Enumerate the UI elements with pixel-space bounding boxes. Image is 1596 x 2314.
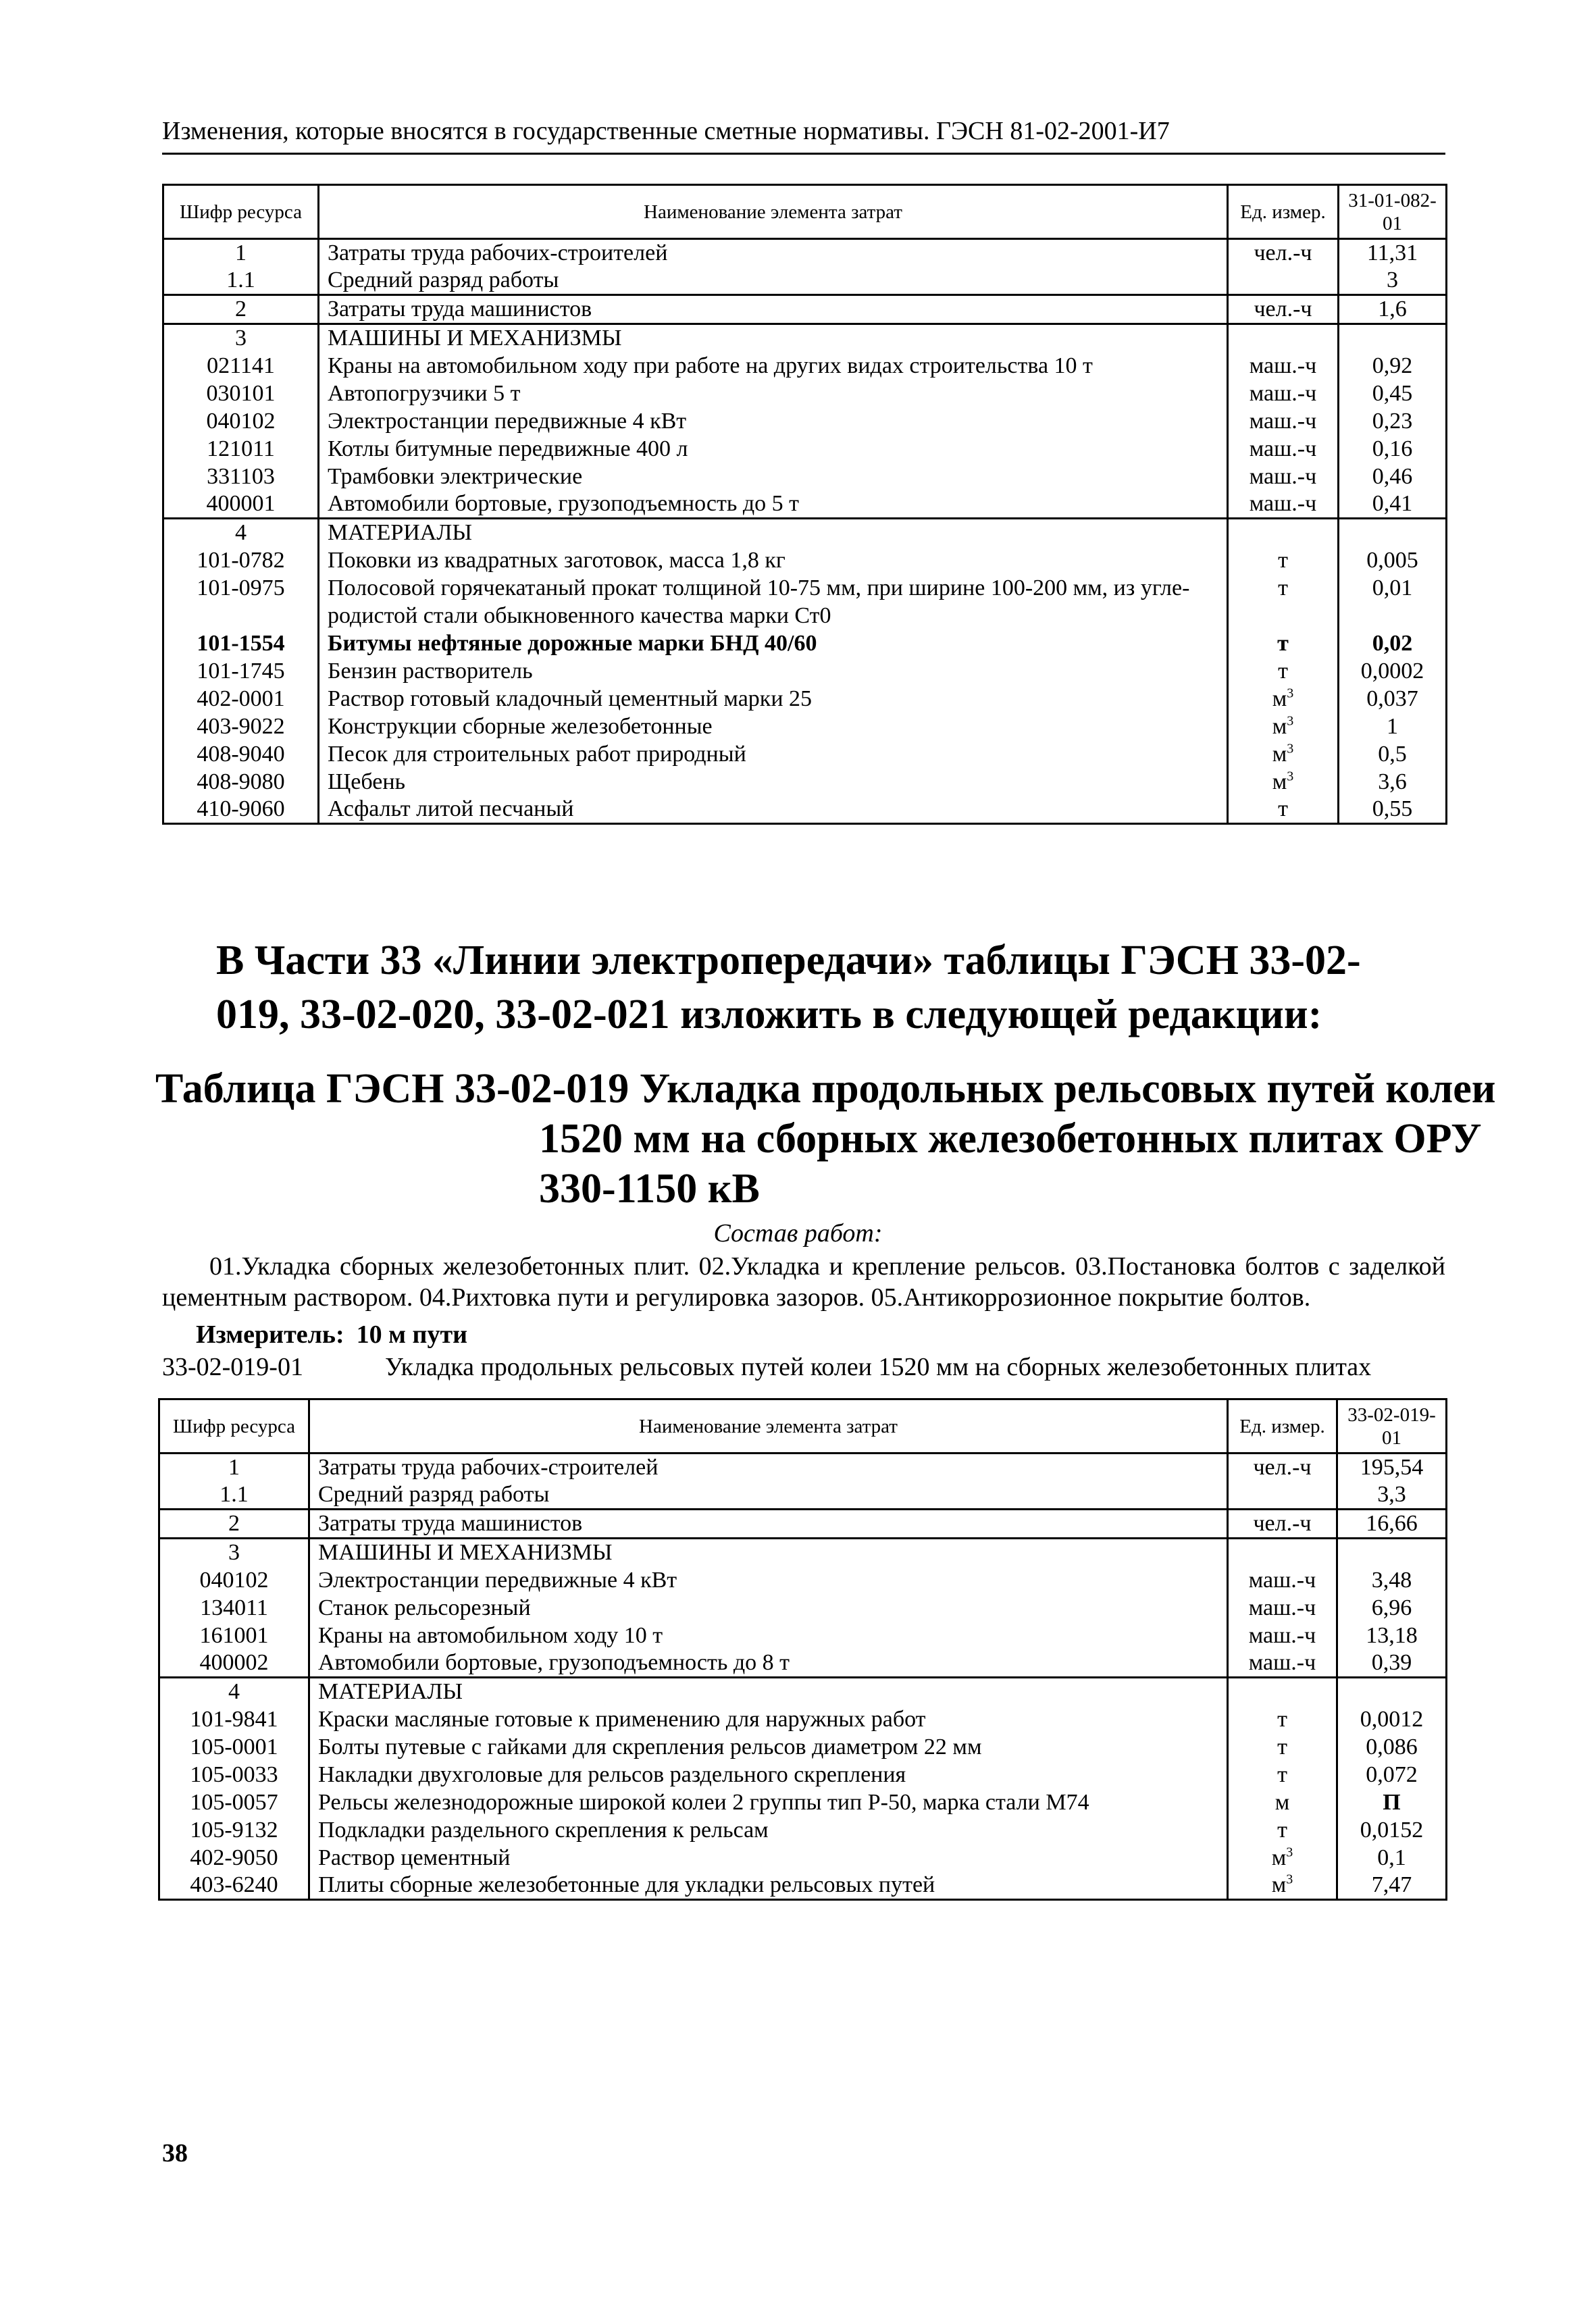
table-row xyxy=(159,1510,1447,1539)
table-row xyxy=(163,352,1447,380)
header-name: Наименование элемента затрат xyxy=(309,1399,1228,1454)
cell-value: 11,31 xyxy=(1339,239,1447,267)
cell-name: Котлы битумные передвижные 400 л xyxy=(319,435,1228,463)
cell-name: Трамбовки электрические xyxy=(319,463,1228,490)
table-row xyxy=(163,768,1447,796)
cell-value: 0,0012 xyxy=(1337,1705,1447,1733)
cell-code: 403-9022 xyxy=(163,713,319,740)
cell-unit xyxy=(1228,324,1339,353)
table-row xyxy=(163,490,1447,519)
cell-code: 2 xyxy=(163,295,319,324)
table-row xyxy=(159,1705,1447,1733)
cell-code: 4 xyxy=(159,1678,309,1706)
cell-unit xyxy=(1228,768,1339,796)
meter-label: Измеритель: xyxy=(196,1320,344,1349)
cell-name: МАТЕРИАЛЫ xyxy=(319,519,1228,547)
cell-value: 0,46 xyxy=(1339,463,1447,490)
table-row xyxy=(159,1649,1447,1678)
cell-value: 1,6 xyxy=(1339,295,1447,324)
cell-unit xyxy=(1228,1539,1337,1567)
cell-name: Средний разряд работы xyxy=(309,1481,1228,1510)
table-row xyxy=(163,546,1447,574)
cell-name: Автопогрузчики 5 т xyxy=(319,380,1228,407)
cell-value: 3,3 xyxy=(1337,1481,1447,1510)
cell-name: Конструкции сборные железобетонные xyxy=(319,713,1228,740)
cell-unit: чел.-ч xyxy=(1228,1510,1337,1539)
header-unit: Ед. измер. xyxy=(1228,1399,1337,1454)
cell-code: 040102 xyxy=(163,407,319,435)
unit-exponent: 3 xyxy=(1287,741,1294,756)
cell-code: 121011 xyxy=(163,435,319,463)
cell-code: 105-0033 xyxy=(159,1761,309,1789)
cell-unit: маш.-ч xyxy=(1228,380,1339,407)
cell-code: 101-0782 xyxy=(163,546,319,574)
cell-code: 1.1 xyxy=(159,1481,309,1510)
cell-unit: маш.-ч xyxy=(1228,435,1339,463)
cell-unit: чел.-ч xyxy=(1228,1454,1337,1482)
cell-value: 7,47 xyxy=(1337,1872,1447,1900)
table-row xyxy=(163,435,1447,463)
cell-name: Затраты труда машинистов xyxy=(319,295,1228,324)
cell-code: 408-9080 xyxy=(163,768,319,796)
table-row xyxy=(159,1566,1447,1594)
cell-code: 105-0001 xyxy=(159,1733,309,1761)
cell-name: Станок рельсорезный xyxy=(309,1594,1228,1622)
table-title-line-1: Таблица ГЭСН 33-02-019 Укладка продольных рельсовых путей колеи xyxy=(155,1066,1496,1112)
cell-unit xyxy=(1228,713,1339,740)
cell-value: 3,48 xyxy=(1337,1566,1447,1594)
cell-unit: маш.-ч xyxy=(1228,407,1339,435)
cell-unit: т xyxy=(1228,629,1339,657)
table-row xyxy=(163,574,1447,602)
cell-value xyxy=(1337,1539,1447,1567)
cell-code: 402-0001 xyxy=(163,685,319,713)
cell-code: 3 xyxy=(163,324,319,353)
subtable-caption xyxy=(162,1352,1371,1382)
cell-unit: м xyxy=(1228,1789,1337,1816)
header-norm-column: 33-02-019-01 xyxy=(1337,1399,1447,1454)
header-name: Наименование элемента затрат xyxy=(319,185,1228,239)
cell-code: 101-1745 xyxy=(163,657,319,685)
table1-body xyxy=(163,239,1447,824)
subtable-title: Укладка продольных рельсовых путей колеи 1520 мм на сборных железобетонных плитах xyxy=(385,1353,1372,1381)
table-row xyxy=(163,519,1447,547)
cell-code: 331103 xyxy=(163,463,319,490)
unit-text: м xyxy=(1272,686,1287,711)
cell-unit xyxy=(1228,1481,1337,1510)
table-row xyxy=(159,1454,1447,1482)
table-row xyxy=(163,629,1447,657)
cell-value: 0,45 xyxy=(1339,380,1447,407)
cell-name: Подкладки раздельного скрепления к рельсам xyxy=(309,1816,1228,1844)
cell-unit: маш.-ч xyxy=(1228,1594,1337,1622)
cell-code: 1 xyxy=(159,1454,309,1482)
cell-name: МАТЕРИАЛЫ xyxy=(309,1678,1228,1706)
cell-unit: маш.-ч xyxy=(1228,1566,1337,1594)
header-norm-column: 31-01-082-01 xyxy=(1339,185,1447,239)
cell-unit: маш.-ч xyxy=(1228,463,1339,490)
cell-value: 6,96 xyxy=(1337,1594,1447,1622)
cell-value: 0,41 xyxy=(1339,490,1447,519)
cell-code: 105-9132 xyxy=(159,1816,309,1844)
cell-unit xyxy=(1228,740,1339,768)
cell-value: 0,005 xyxy=(1339,546,1447,574)
cell-code: 030101 xyxy=(163,380,319,407)
cell-unit xyxy=(1228,1844,1337,1872)
cell-value: 0,02 xyxy=(1339,629,1447,657)
cell-value: 3,6 xyxy=(1339,768,1447,796)
cell-code: 2 xyxy=(159,1510,309,1539)
cell-value: П xyxy=(1337,1789,1447,1816)
cell-name: Поковки из квадратных заготовок, масса 1,8 кг xyxy=(319,546,1228,574)
table-row xyxy=(163,685,1447,713)
running-header: Изменения, которые вносятся в государственные сметные нормативы. ГЭСН 81-02-2001-И7 xyxy=(162,117,1170,145)
table-row xyxy=(159,1733,1447,1761)
cell-value xyxy=(1337,1678,1447,1706)
cell-unit: т xyxy=(1228,796,1339,824)
cell-value: 0,92 xyxy=(1339,352,1447,380)
cell-unit: маш.-ч xyxy=(1228,1649,1337,1678)
cell-code: 161001 xyxy=(159,1622,309,1649)
cell-value: 0,0152 xyxy=(1337,1816,1447,1844)
cell-value: 0,072 xyxy=(1337,1761,1447,1789)
table-row xyxy=(159,1678,1447,1706)
cell-name: Песок для строительных работ природный xyxy=(319,740,1228,768)
cell-name: Плиты сборные железобетонные для укладки рельсовых путей xyxy=(309,1872,1228,1900)
table-title-line-3: 330-1150 кВ xyxy=(539,1166,760,1212)
table-row xyxy=(159,1816,1447,1844)
unit-text: м xyxy=(1272,741,1287,767)
table-row xyxy=(163,463,1447,490)
cell-code: 134011 xyxy=(159,1594,309,1622)
table-row xyxy=(163,657,1447,685)
cell-code: 402-9050 xyxy=(159,1844,309,1872)
cell-name: Краны на автомобильном ходу при работе на других видах строительства 10 т xyxy=(319,352,1228,380)
table-row xyxy=(163,239,1447,267)
cell-name: Рельсы железнодорожные широкой колеи 2 группы тип Р-50, марка стали М74 xyxy=(309,1789,1228,1816)
table-row xyxy=(163,740,1447,768)
composition-label: Состав работ: xyxy=(713,1219,883,1248)
cell-unit: т xyxy=(1228,574,1339,602)
cell-name: Раствор готовый кладочный цементный марки 25 xyxy=(319,685,1228,713)
unit-text: м xyxy=(1272,713,1287,739)
cell-code: 101-9841 xyxy=(159,1705,309,1733)
cell-value: 0,01 xyxy=(1339,574,1447,602)
cell-name: Краны на автомобильном ходу 10 т xyxy=(309,1622,1228,1649)
cell-name: Затраты труда рабочих-строителей xyxy=(319,239,1228,267)
cell-value: 13,18 xyxy=(1337,1622,1447,1649)
cell-code: 400002 xyxy=(159,1649,309,1678)
cell-name: Щебень xyxy=(319,768,1228,796)
cell-unit xyxy=(1228,519,1339,547)
cell-value xyxy=(1339,519,1447,547)
cell-unit xyxy=(1228,1678,1337,1706)
table-row xyxy=(163,602,1447,629)
cell-code: 1.1 xyxy=(163,267,319,295)
cell-value xyxy=(1339,324,1447,353)
cell-code: 400001 xyxy=(163,490,319,519)
cell-code: 105-0057 xyxy=(159,1789,309,1816)
table-row xyxy=(159,1622,1447,1649)
cell-value: 195,54 xyxy=(1337,1454,1447,1482)
cell-code: 410-9060 xyxy=(163,796,319,824)
cell-unit: т xyxy=(1228,657,1339,685)
cell-code: 040102 xyxy=(159,1566,309,1594)
cell-value: 0,5 xyxy=(1339,740,1447,768)
cell-code: 4 xyxy=(163,519,319,547)
cell-code: 021141 xyxy=(163,352,319,380)
unit-exponent: 3 xyxy=(1287,769,1294,784)
cell-name: Бензин растворитель xyxy=(319,657,1228,685)
cell-name: Накладки двухголовые для рельсов раздельного скрепления xyxy=(309,1761,1228,1789)
cell-code: 403-6240 xyxy=(159,1872,309,1900)
cell-value xyxy=(1339,602,1447,629)
cell-name: Краски масляные готовые к применению для наружных работ xyxy=(309,1705,1228,1733)
header-code: Шифр ресурса xyxy=(163,185,319,239)
cell-name: Автомобили бортовые, грузоподъемность до 5 т xyxy=(319,490,1228,519)
cell-unit: маш.-ч xyxy=(1228,490,1339,519)
cell-name: Средний разряд работы xyxy=(319,267,1228,295)
cell-unit xyxy=(1228,1872,1337,1900)
cell-value: 0,086 xyxy=(1337,1733,1447,1761)
header-unit: Ед. измер. xyxy=(1228,185,1339,239)
cell-name: МАШИНЫ И МЕХАНИЗМЫ xyxy=(309,1539,1228,1567)
meter-value: 10 м пути xyxy=(356,1320,468,1349)
cell-unit: маш.-ч xyxy=(1228,352,1339,380)
cell-value: 1 xyxy=(1339,713,1447,740)
cell-unit: т xyxy=(1228,1705,1337,1733)
cell-code: 408-9040 xyxy=(163,740,319,768)
cell-code: 3 xyxy=(159,1539,309,1567)
table2-body xyxy=(159,1454,1447,1900)
cell-unit xyxy=(1228,602,1339,629)
resource-table-31-01-082 xyxy=(162,184,1447,825)
cell-name: Автомобили бортовые, грузоподъемность до 8 т xyxy=(309,1649,1228,1678)
cell-value: 0,037 xyxy=(1339,685,1447,713)
meter xyxy=(196,1320,480,1349)
cell-name: Битумы нефтяные дорожные марки БНД 40/60 xyxy=(319,629,1228,657)
cell-code xyxy=(163,602,319,629)
table-row xyxy=(159,1539,1447,1567)
composition-text: 01.Укладка сборных железобетонных плит. 02.Укладка и крепление рельсов. 03.Постановка болтов с заделкой цементным раствором. 04.Рихтовка пути и регулировка зазоров. 05.Антикоррозионное покрытие болтов. xyxy=(162,1252,1445,1312)
table-row xyxy=(163,407,1447,435)
cell-code: 101-1554 xyxy=(163,629,319,657)
subtable-code: 33-02-019-01 xyxy=(162,1353,303,1381)
cell-unit: т xyxy=(1228,1816,1337,1844)
unit-exponent: 3 xyxy=(1287,686,1294,701)
cell-value: 0,0002 xyxy=(1339,657,1447,685)
cell-name: Болты путевые с гайками для скрепления рельсов диаметром 22 мм xyxy=(309,1733,1228,1761)
cell-unit xyxy=(1228,267,1339,295)
table-row xyxy=(163,796,1447,824)
cell-unit: чел.-ч xyxy=(1228,239,1339,267)
unit-exponent: 3 xyxy=(1286,1845,1293,1860)
table-row xyxy=(163,324,1447,353)
cell-name: Полосовой горячекатаный прокат толщиной 10-75 мм, при ширине 100-200 мм, из угле- xyxy=(319,574,1228,602)
header-rule xyxy=(162,153,1445,155)
cell-unit xyxy=(1228,685,1339,713)
cell-value: 16,66 xyxy=(1337,1510,1447,1539)
cell-unit: т xyxy=(1228,1761,1337,1789)
cell-value: 0,39 xyxy=(1337,1649,1447,1678)
cell-name: Раствор цементный xyxy=(309,1844,1228,1872)
table-row xyxy=(163,267,1447,295)
cell-code: 101-0975 xyxy=(163,574,319,602)
cell-unit: чел.-ч xyxy=(1228,295,1339,324)
unit-text: м xyxy=(1271,1845,1287,1870)
unit-exponent: 3 xyxy=(1287,713,1294,729)
cell-name: Электростанции передвижные 4 кВт xyxy=(309,1566,1228,1594)
resource-table-33-02-019 xyxy=(158,1398,1447,1901)
table-row xyxy=(163,295,1447,324)
cell-code: 1 xyxy=(163,239,319,267)
unit-text: м xyxy=(1272,769,1287,794)
table-row xyxy=(163,380,1447,407)
table-row xyxy=(159,1594,1447,1622)
cell-value: 3 xyxy=(1339,267,1447,295)
cell-name: Затраты труда машинистов xyxy=(309,1510,1228,1539)
table-row xyxy=(159,1872,1447,1900)
cell-name: МАШИНЫ И МЕХАНИЗМЫ xyxy=(319,324,1228,353)
table-row xyxy=(159,1789,1447,1816)
table-row xyxy=(163,713,1447,740)
cell-unit: т xyxy=(1228,546,1339,574)
cell-value: 0,55 xyxy=(1339,796,1447,824)
table-row xyxy=(159,1844,1447,1872)
cell-name: Асфальт литой песчаный xyxy=(319,796,1228,824)
cell-name: Затраты труда рабочих-строителей xyxy=(309,1454,1228,1482)
header-code: Шифр ресурса xyxy=(159,1399,309,1454)
unit-text: м xyxy=(1271,1872,1287,1897)
unit-exponent: 3 xyxy=(1286,1872,1293,1887)
page-number: 38 xyxy=(162,2139,188,2167)
cell-name: Электростанции передвижные 4 кВт xyxy=(319,407,1228,435)
table-row xyxy=(159,1761,1447,1789)
cell-unit: т xyxy=(1228,1733,1337,1761)
cell-value: 0,1 xyxy=(1337,1844,1447,1872)
cell-value: 0,23 xyxy=(1339,407,1447,435)
table-row xyxy=(159,1481,1447,1510)
cell-name: родистой стали обыкновенного качества марки Ст0 xyxy=(319,602,1228,629)
cell-unit: маш.-ч xyxy=(1228,1622,1337,1649)
part-heading: В Части 33 «Линии электропередачи» таблицы ГЭСН 33-02-019, 33-02-020, 33-02-021 изложить в следующей редакции: xyxy=(216,937,1361,1037)
table-title-line-2: 1520 мм на сборных железобетонных плитах ОРУ xyxy=(539,1116,1482,1162)
cell-value: 0,16 xyxy=(1339,435,1447,463)
